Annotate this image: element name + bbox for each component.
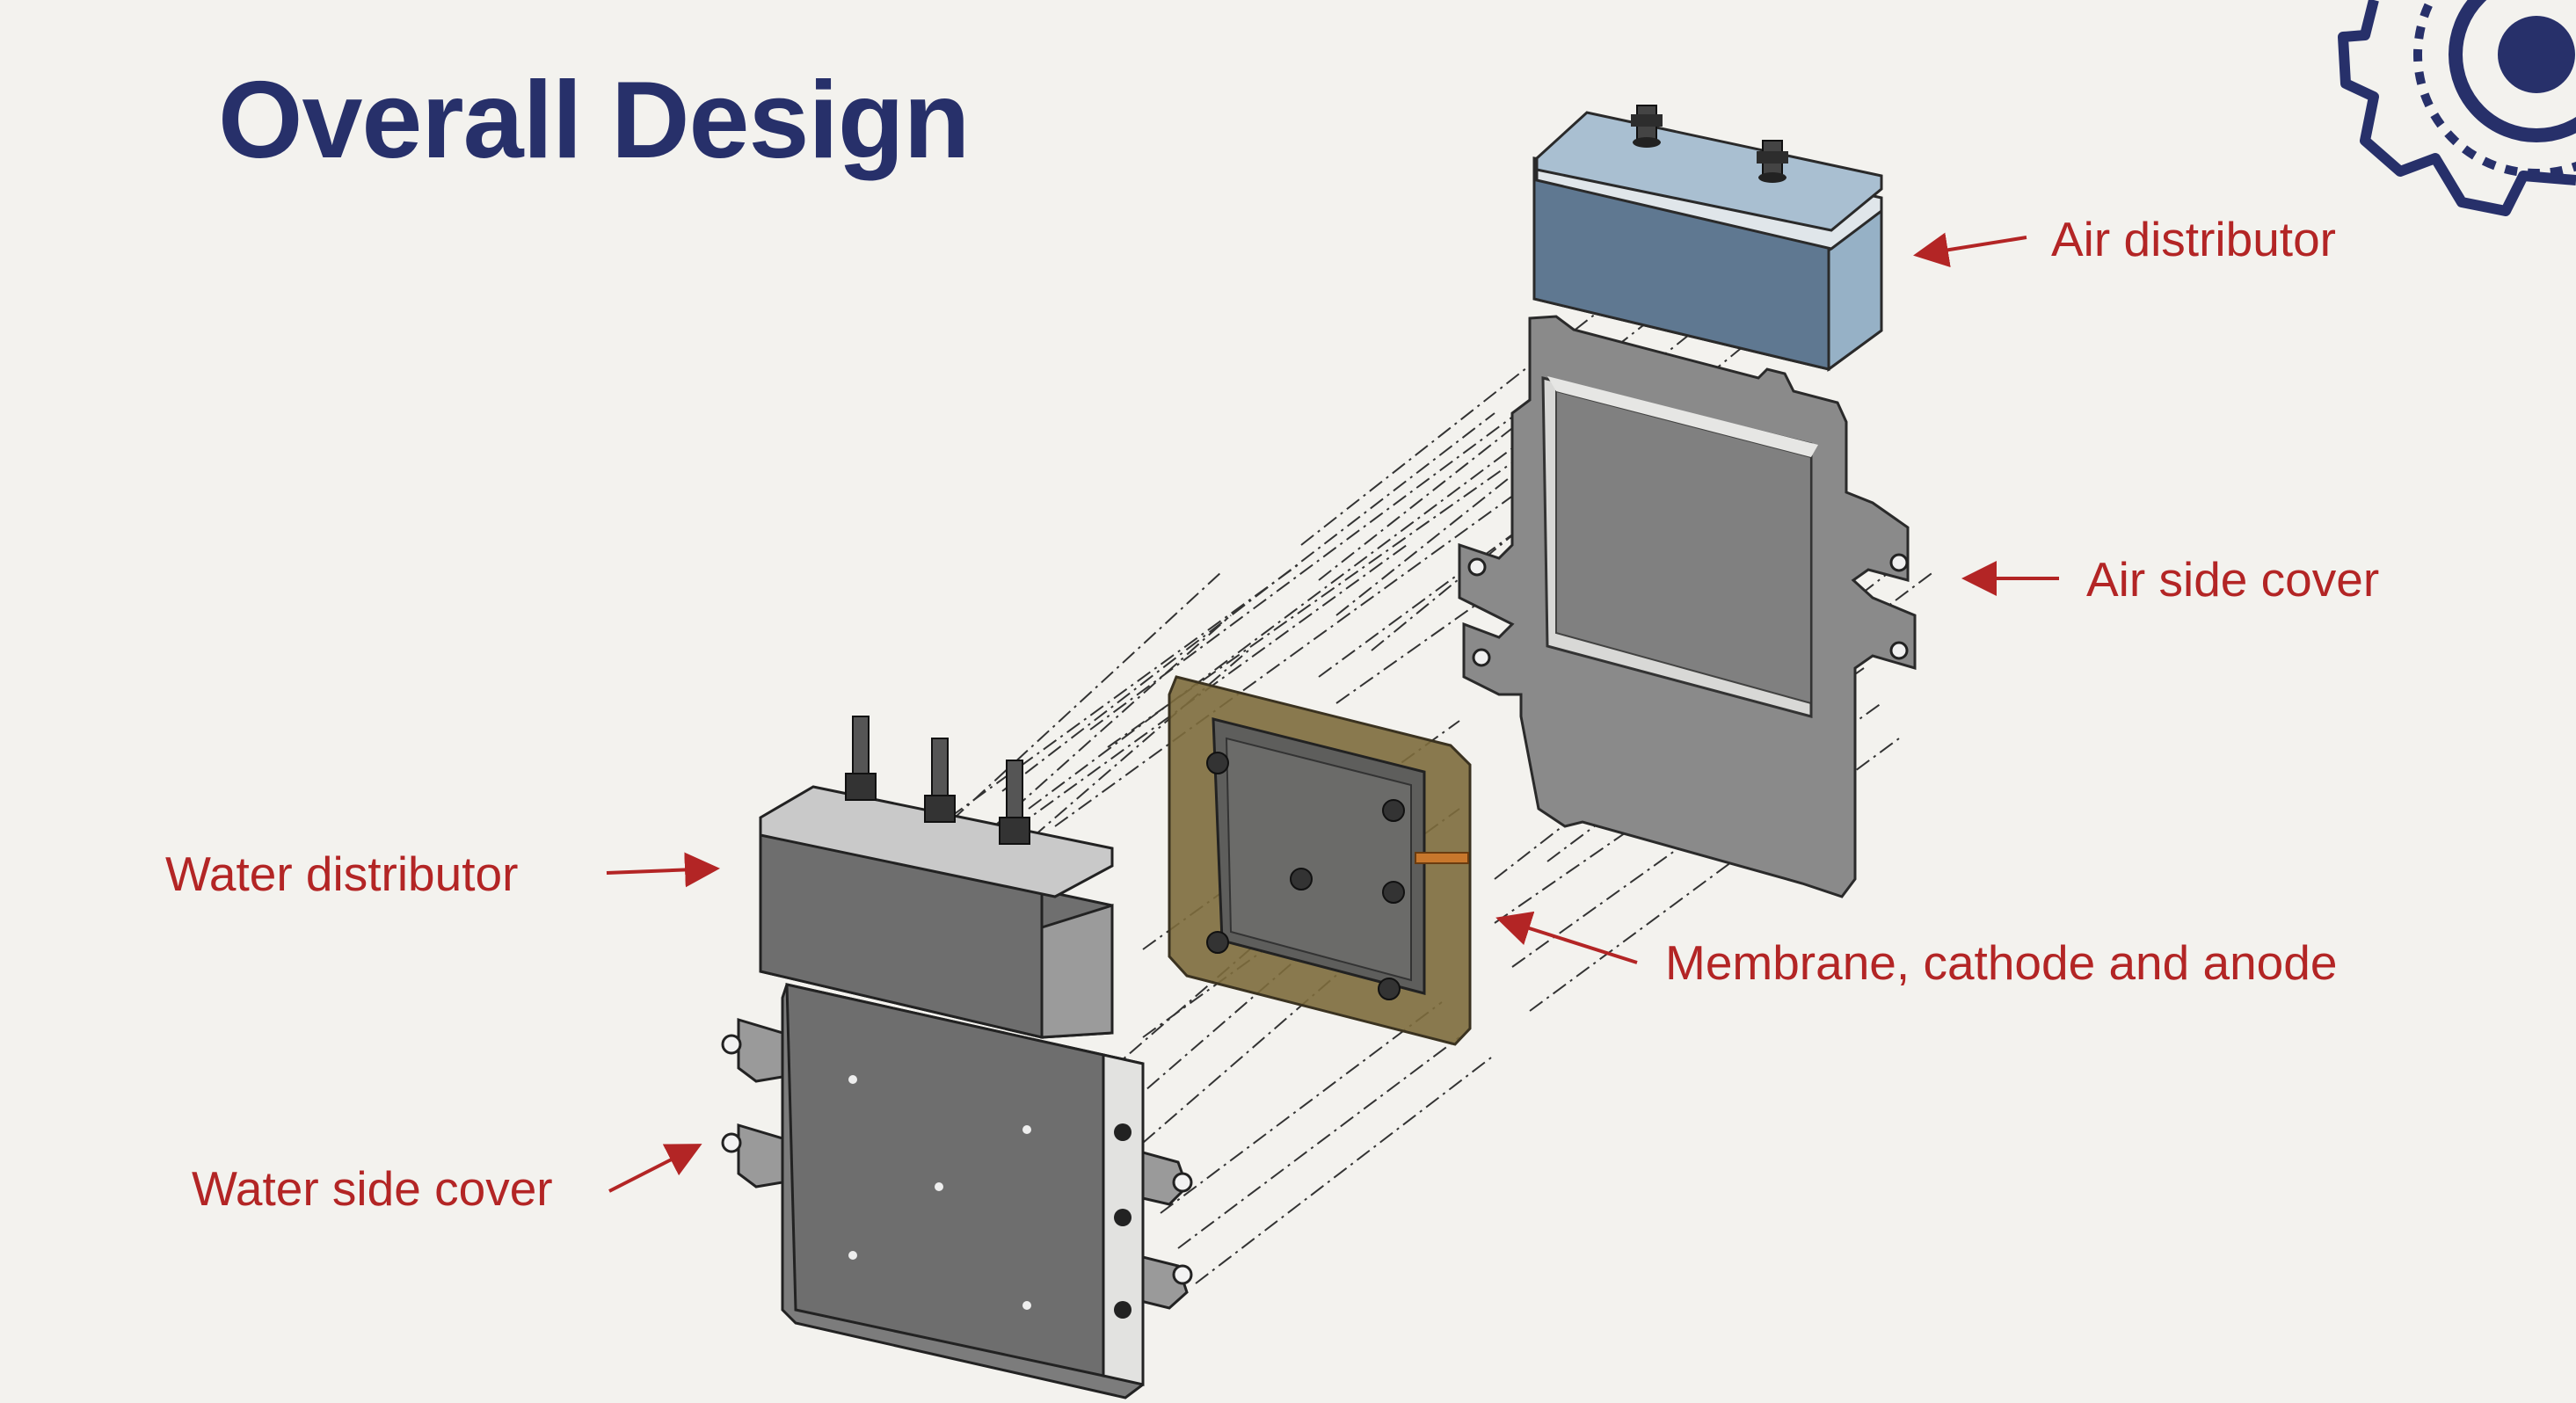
label-air-distributor: Air distributor [2051,212,2336,266]
label-membrane: Membrane, cathode and anode [1665,935,2338,990]
air-distributor-arrow [1917,237,2027,255]
membrane-arrow [1499,919,1637,963]
air-distributor [1534,105,1881,369]
gear-icon [2343,0,2576,211]
page-title: Overall Design [218,60,970,181]
water-side-cover-arrow [609,1145,699,1191]
water-distributor-arrow [607,869,717,873]
water-side-cover [723,985,1191,1398]
air-side-cover [1459,316,1915,897]
label-water-distributor: Water distributor [165,847,519,901]
label-water-side-cover: Water side cover [192,1161,553,1216]
label-air-side-cover: Air side cover [2086,552,2380,607]
membrane-assembly [1169,677,1470,1044]
